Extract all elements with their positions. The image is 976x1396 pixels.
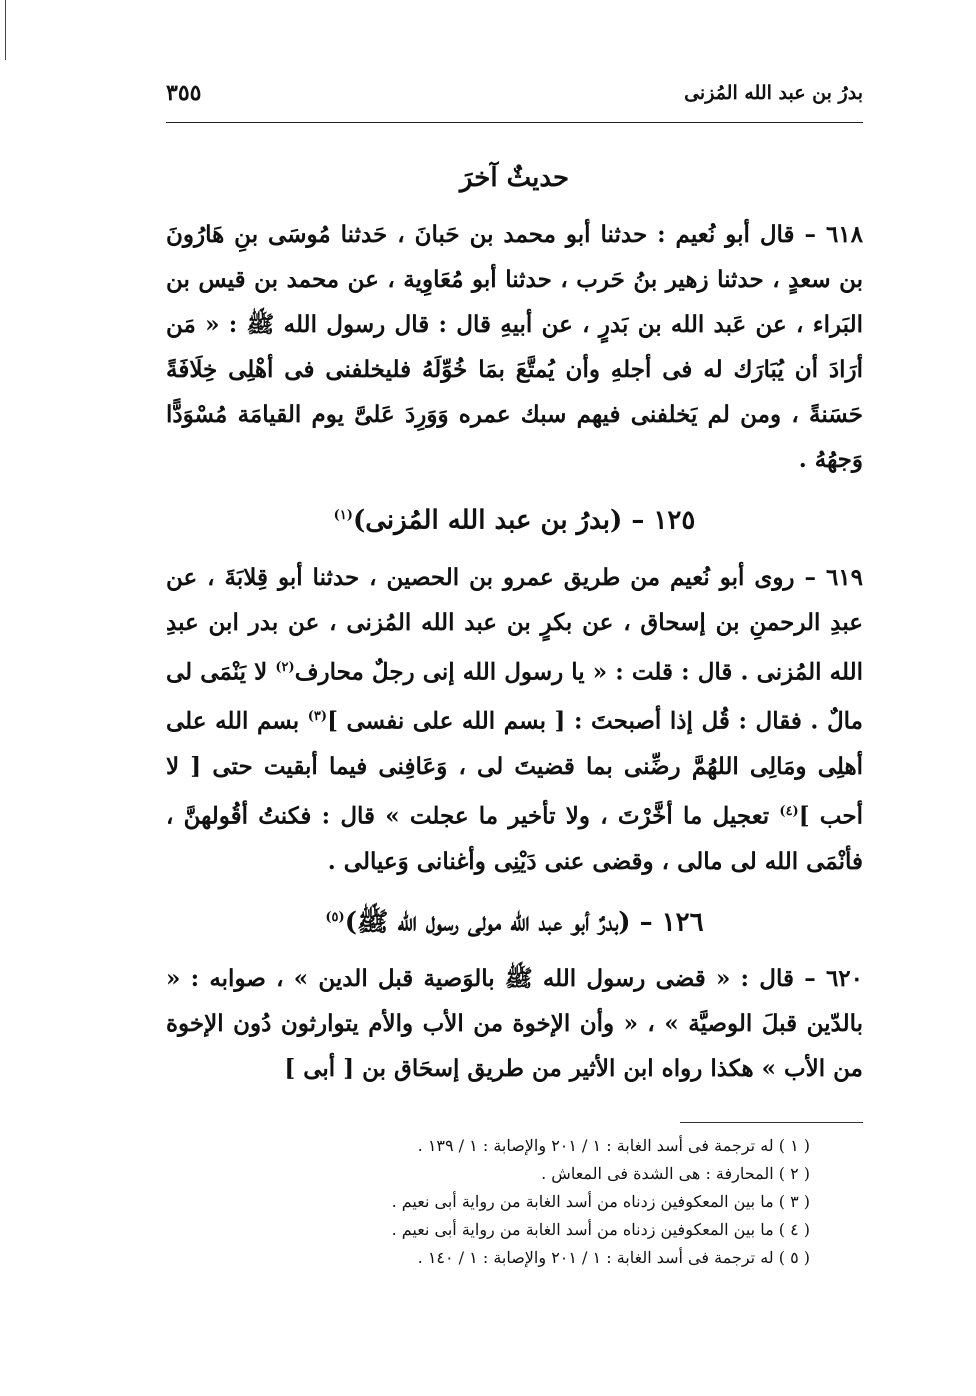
page-header (166, 78, 863, 118)
footnote-ref-2: (٢) (275, 659, 295, 675)
para-619-part-d: تعجيل ما أخَّرْتَ ، ولا تأخير ما عجلت » قال : فكنتُ أقُولهنَّ ، فأنْمَى الله لى مالى ، وقضى عنى دَيْنِى وأغنانى وَعيالى . (166, 802, 863, 875)
footnote-5: ( ٥ ) له ترجمة فى أسد الغابة : ١ / ٢٠١ والإصابة : ١ / ١٤٠ . (417, 1248, 810, 1267)
footnote-3: ( ٣ ) ما بين المعكوفين زدناه من أسد الغابة من رواية أبى نعيم . (391, 1192, 810, 1211)
footnotes (200, 1132, 810, 1272)
paragraph-618: ٦١٨ – قال أبو نُعيم : حدثنا أبو محمد بن حَبانَ ، حَدثنا مُوسَى بنِ هَارُونَ بن سعدٍ ، حدثنا زهير بنُ حَرب ، حدثنا أبو مُعَاوِية ، عن محمد بن قيس بن البَراء ، عن عَبد الله بن بَدرٍ ، عن أبيهِ قال : قال رسول الله ﷺ : « مَن أرَادَ أن يُبَارَك له فى أجلهِ وأن يُمتَّعَ بمَا خُوِّلَهُ فليخلفنى فى أهْلِى خِلَافَةً حَسَنةً ، ومن لم يَخلفنى فيهم سبك عمره وَوَرِدَ عَلىَّ يوم القيامَة مُسْوَدًّا وَجهُهُ . (166, 221, 863, 473)
footnote-ref-1: (١) (333, 508, 353, 523)
para-619-part-a: ٦١٩ – روى أبو نُعيم من طريق عمرو بن الحصين ، حدثنا أبو قِلابَةَ ، عن عبدِ الرحمنِ بن إسحاق ، عن بكرٍ بن عبد الله المُزنى ، عن بدر ابن عبدِ الله المُزنى . قال : قلت : « يا رسول الله إنى رجلٌ محارف (166, 563, 863, 686)
page-number: ٣٥٥ (166, 80, 202, 106)
section-heading-hadith: حديثٌ آخرَ (459, 163, 570, 193)
running-head: بدرُ بن عبد الله المُزنى (684, 82, 863, 104)
footnote-rule (680, 1122, 863, 1123)
footnote-ref-4: (٤) (779, 803, 799, 819)
footnote-1: ( ١ ) له ترجمة فى أسد الغابة : ١ / ٢٠١ والإصابة : ١ / ١٣٩ . (417, 1136, 810, 1155)
footnote-ref-5: (٥) (325, 909, 345, 925)
section-heading-125 (166, 490, 863, 547)
heading-125-text: ١٢٥ – (بدرُ بن عبد الله المُزنى) (352, 505, 696, 536)
page-edge-line (5, 0, 6, 60)
page-body (166, 152, 863, 1091)
section-heading-126 (166, 892, 863, 949)
footnote-ref-3: (٣) (307, 709, 328, 725)
footnote-2: ( ٢ ) المحارفة : هى الشدة فى المعاش . (541, 1164, 810, 1183)
footnote-4: ( ٤ ) ما بين المعكوفين زدناه من أسد الغابة من رواية أبى نعيم . (391, 1220, 810, 1239)
header-rule (166, 122, 863, 123)
heading-126-text: ١٢٦ – (بدرٌ أبو عبد الله مولى رسول الله ﷺ) (344, 907, 704, 938)
para-619-part-b: لا يَنْمَى لى مالٌ . فقال : قُل إذا أصبحتَ : [ بسم الله على نفسى ] (166, 658, 863, 735)
para-619-part-c: بسم الله على أهلِى ومَالِى اللهُمَّ رضِّنى بما قضيتَ لى ، وَعَافِنى فيما أبقيت حتى [ لا أحب ] (166, 707, 863, 830)
paragraph-619 (166, 555, 863, 884)
paragraph-620: ٦٢٠ – قال : « قضى رسول الله ﷺ بالوَصية قبل الدين » ، صوابه : « بالدّين قبلَ الوصيَّة » ، « وأن الإخوة من الأب والأم يتوارثون دُون الإخوة من الأب » هكذا رواه ابن الأثير من طريق إسحَاق بن [ أبى ] (166, 965, 863, 1083)
